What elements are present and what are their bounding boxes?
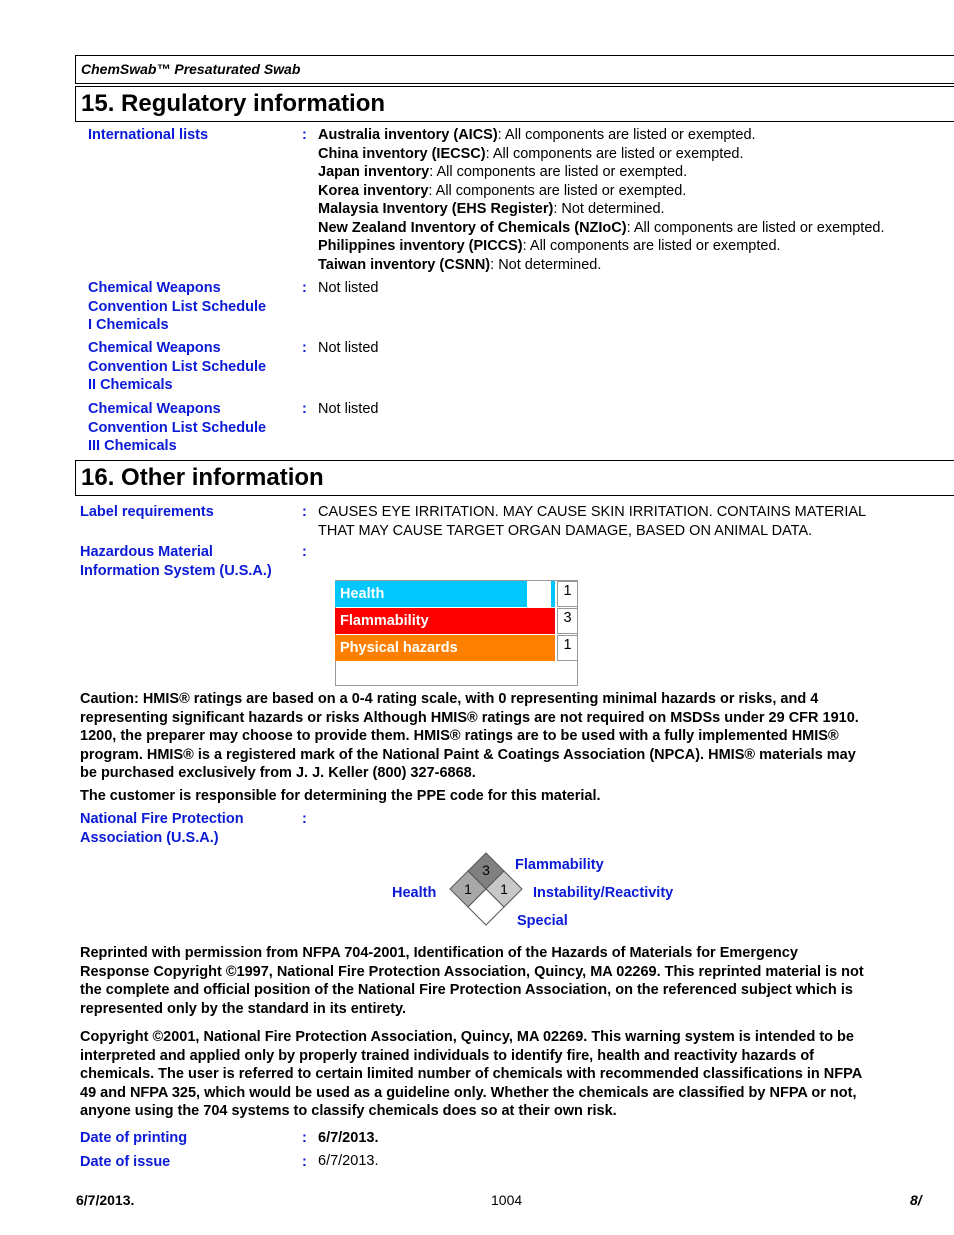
date-of-issue-label: Date of issue bbox=[80, 1154, 171, 1170]
nfpa-reprint-notice: Reprinted with permission from NFPA 704-2001, Identification of the Hazards of Materials for Emergency Response Copyright ©1997, National Fire Protection Association, Quincy, MA 02269. This reprinted material is not the complete and official position of the National Fire Protection Association, on the referenced subject which is represented only by the standard in its entirety. bbox=[80, 945, 864, 1017]
section-16-header bbox=[75, 460, 954, 496]
inventory-item: China inventory (IECSC): All components are listed or exempted. bbox=[318, 145, 744, 162]
colon: : bbox=[302, 1130, 307, 1146]
product-name: ChemSwab™ Presaturated Swab bbox=[81, 61, 301, 77]
colon: : bbox=[302, 340, 307, 356]
hmis-label: Hazardous Material Information System (U.S.A.) bbox=[80, 544, 272, 579]
cwc-schedule-1-label: Chemical Weapons Convention List Schedule I Chemicals bbox=[88, 280, 267, 333]
nfpa-instability-value: 1 bbox=[500, 881, 508, 897]
date-of-issue-value: 6/7/2013. bbox=[318, 1153, 379, 1169]
nfpa-flammability-label: Flammability bbox=[515, 857, 604, 873]
footer-date: 6/7/2013. bbox=[76, 1192, 135, 1208]
hmis-caution: Caution: HMIS® ratings are based on a 0-4 rating scale, with 0 representing minimal hazards or risks, and 4 representing significant hazards or risks Although HMIS® ratings are not required on MSDSs under 29 CFR 1910. 1200, the preparer may choose to provide them. HMIS® ratings are to be used with a fully implemented HMIS® program. HMIS® is a registered mark of the National Paint & Coatings Association (NPCA). HMIS® materials may be purchased exclusively from J. J. Keller (800) 327-6868. bbox=[80, 691, 859, 781]
cwc-schedule-2-value: Not listed bbox=[318, 340, 379, 356]
date-of-printing-label: Date of printing bbox=[80, 1130, 188, 1146]
ppe-note: The customer is responsible for determining the PPE code for this material. bbox=[80, 788, 601, 804]
inventory-item: Korea inventory: All components are listed or exempted. bbox=[318, 182, 687, 199]
section-15-title: 15. Regulatory information bbox=[81, 90, 386, 117]
international-lists-label: International lists bbox=[88, 127, 209, 143]
cwc-schedule-2-label: Chemical Weapons Convention List Schedule II Chemicals bbox=[88, 340, 267, 393]
nfpa-diamond bbox=[446, 851, 526, 931]
cwc-schedule-1-value: Not listed bbox=[318, 280, 379, 296]
hmis-health-marker bbox=[551, 581, 555, 607]
nfpa-flammability-value: 3 bbox=[482, 862, 490, 878]
hmis-health-label: Health bbox=[335, 581, 527, 607]
label-requirements-value: CAUSES EYE IRRITATION. MAY CAUSE SKIN IRRITATION. CONTAINS MATERIAL THAT MAY CAUSE TARGET ORGAN DAMAGE, BASED ON ANIMAL DATA. bbox=[318, 504, 867, 539]
date-of-printing-value: 6/7/2013. bbox=[318, 1130, 379, 1146]
label-requirements-label: Label requirements bbox=[80, 504, 214, 520]
hmis-physical-value: 1 bbox=[557, 635, 578, 661]
footer-code: 1004 bbox=[491, 1192, 523, 1208]
colon: : bbox=[302, 504, 307, 520]
hmis-health-value: 1 bbox=[557, 581, 578, 607]
colon: : bbox=[302, 280, 307, 296]
cwc-schedule-3-label: Chemical Weapons Convention List Schedule III Chemicals bbox=[88, 401, 267, 454]
inventory-item: Australia inventory (AICS): All components are listed or exempted. bbox=[318, 127, 756, 143]
hmis-flammability-value: 3 bbox=[557, 608, 578, 634]
colon: : bbox=[302, 811, 307, 827]
inventory-list bbox=[318, 126, 885, 274]
cwc-schedule-3-value: Not listed bbox=[318, 401, 379, 417]
hmis-physical-label: Physical hazards bbox=[335, 635, 555, 661]
nfpa-special-label: Special bbox=[517, 913, 568, 929]
footer-page-number: 8/ bbox=[910, 1192, 922, 1208]
nfpa-instability-label: Instability/Reactivity bbox=[533, 885, 674, 901]
nfpa-label: National Fire Protection Association (U.S.A.) bbox=[80, 811, 244, 846]
section-15-header bbox=[75, 86, 954, 122]
product-header bbox=[75, 55, 954, 84]
inventory-item: New Zealand Inventory of Chemicals (NZIoC): All components are listed or exempted. bbox=[318, 219, 885, 236]
colon: : bbox=[302, 544, 307, 560]
hmis-row-health bbox=[335, 581, 578, 607]
colon: : bbox=[302, 401, 307, 417]
nfpa-health-value: 1 bbox=[464, 881, 472, 897]
section-16-title: 16. Other information bbox=[81, 464, 324, 491]
hmis-row-physical bbox=[335, 635, 578, 661]
inventory-item: Japan inventory: All components are listed or exempted. bbox=[318, 164, 688, 180]
colon: : bbox=[302, 1154, 307, 1170]
colon: : bbox=[302, 127, 307, 143]
nfpa-copyright-notice: Copyright ©2001, National Fire Protection Association, Quincy, MA 02269. This warning system is intended to be interpreted and applied only by properly trained individuals to identify fire, health and reactivity hazards of chemicals. The user is referred to certain limited number of chemicals with recommended classifications in NFPA 49 and NFPA 325, which would be used as a guideline only. Whether the chemicals are classified by NFPA or not, anyone using the 704 systems to classify chemicals does so at their own risk. bbox=[80, 1029, 863, 1119]
nfpa-health-label: Health bbox=[392, 885, 437, 901]
inventory-item: Taiwan inventory (CSNN): Not determined. bbox=[318, 256, 602, 273]
hmis-row-flammability bbox=[335, 608, 578, 634]
inventory-item: Malaysia Inventory (EHS Register): Not determined. bbox=[318, 201, 665, 217]
hmis-flammability-label: Flammability bbox=[335, 608, 555, 634]
inventory-item: Philippines inventory (PICCS): All components are listed or exempted. bbox=[318, 238, 781, 254]
